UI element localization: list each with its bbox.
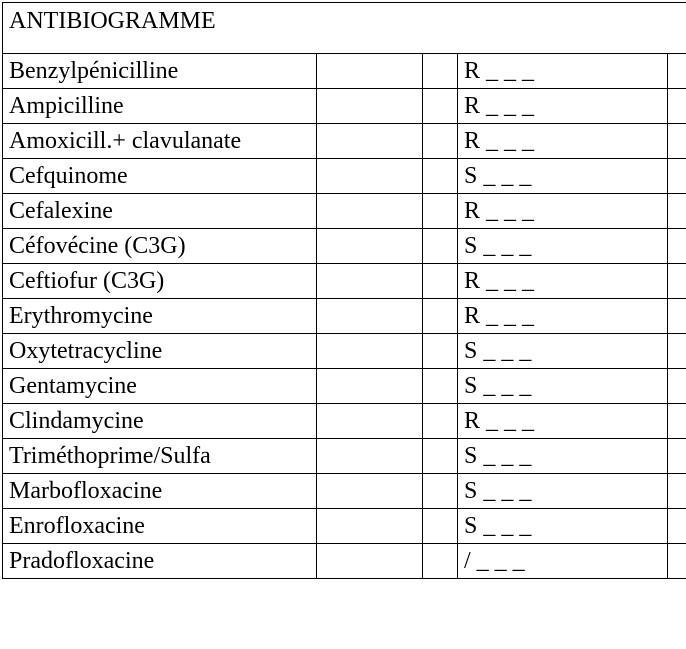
result-cell: R _ _ _ xyxy=(458,54,668,89)
antibiotic-name: Ceftiofur (C3G) xyxy=(3,264,317,299)
antibiotic-name: Cefalexine xyxy=(3,194,317,229)
result-cell: / _ _ _ xyxy=(458,544,668,579)
empty-cell xyxy=(423,404,458,439)
antibiotic-name: Ampicilline xyxy=(3,89,317,124)
table-row xyxy=(3,194,686,229)
empty-cell xyxy=(317,544,423,579)
result-cell: S _ _ _ xyxy=(458,509,668,544)
empty-cell xyxy=(423,334,458,369)
empty-cell xyxy=(423,194,458,229)
empty-cell xyxy=(317,194,423,229)
empty-cell xyxy=(668,404,686,439)
title-row xyxy=(3,3,686,54)
antibiotic-name: Erythromycine xyxy=(3,299,317,334)
empty-cell xyxy=(423,509,458,544)
empty-cell xyxy=(423,544,458,579)
empty-cell xyxy=(423,264,458,299)
table-row xyxy=(3,334,686,369)
result-cell: R _ _ _ xyxy=(458,89,668,124)
empty-cell xyxy=(317,439,423,474)
result-cell: R _ _ _ xyxy=(458,194,668,229)
empty-cell xyxy=(423,124,458,159)
antibiotic-name: Amoxicill.+ clavulanate xyxy=(3,124,317,159)
empty-cell xyxy=(668,54,686,89)
empty-cell xyxy=(668,474,686,509)
empty-cell xyxy=(317,89,423,124)
result-cell: R _ _ _ xyxy=(458,124,668,159)
table-row xyxy=(3,369,686,404)
antibiotic-name: Céfovécine (C3G) xyxy=(3,229,317,264)
antibiotic-name: Cefquinome xyxy=(3,159,317,194)
empty-cell xyxy=(668,159,686,194)
empty-cell xyxy=(317,404,423,439)
empty-cell xyxy=(423,299,458,334)
antibiotic-name: Marbofloxacine xyxy=(3,474,317,509)
result-cell: R _ _ _ xyxy=(458,299,668,334)
table-row xyxy=(3,439,686,474)
empty-cell xyxy=(423,159,458,194)
table-row xyxy=(3,509,686,544)
empty-cell xyxy=(668,194,686,229)
empty-cell xyxy=(317,299,423,334)
empty-cell xyxy=(668,124,686,159)
empty-cell xyxy=(317,159,423,194)
antibiotic-name: Benzylpénicilline xyxy=(3,54,317,89)
antibiotic-name: Triméthoprime/Sulfa xyxy=(3,439,317,474)
empty-cell xyxy=(317,124,423,159)
empty-cell xyxy=(423,474,458,509)
table-row xyxy=(3,229,686,264)
result-cell: S _ _ _ xyxy=(458,334,668,369)
empty-cell xyxy=(317,369,423,404)
empty-cell xyxy=(317,54,423,89)
empty-cell xyxy=(668,509,686,544)
empty-cell xyxy=(668,334,686,369)
empty-cell xyxy=(317,229,423,264)
result-cell: R _ _ _ xyxy=(458,264,668,299)
antibiogram-table xyxy=(2,2,686,579)
result-cell: S _ _ _ xyxy=(458,439,668,474)
table-row xyxy=(3,264,686,299)
result-cell: S _ _ _ xyxy=(458,159,668,194)
result-cell: S _ _ _ xyxy=(458,229,668,264)
table-row xyxy=(3,159,686,194)
table-row xyxy=(3,474,686,509)
empty-cell xyxy=(423,369,458,404)
result-cell: R _ _ _ xyxy=(458,404,668,439)
result-cell: S _ _ _ xyxy=(458,369,668,404)
antibiotic-name: Pradofloxacine xyxy=(3,544,317,579)
empty-cell xyxy=(668,439,686,474)
empty-cell xyxy=(423,229,458,264)
table-row xyxy=(3,299,686,334)
empty-cell xyxy=(317,264,423,299)
antibiotic-name: Enrofloxacine xyxy=(3,509,317,544)
empty-cell xyxy=(668,369,686,404)
empty-cell xyxy=(668,229,686,264)
empty-cell xyxy=(668,89,686,124)
table-row xyxy=(3,544,686,579)
empty-cell xyxy=(668,544,686,579)
empty-cell xyxy=(317,509,423,544)
table-row xyxy=(3,404,686,439)
antibiotic-name: Gentamycine xyxy=(3,369,317,404)
antibiotic-name: Oxytetracycline xyxy=(3,334,317,369)
table-row xyxy=(3,89,686,124)
table-title: ANTIBIOGRAMME xyxy=(3,3,686,54)
antibiotic-name: Clindamycine xyxy=(3,404,317,439)
empty-cell xyxy=(423,439,458,474)
empty-cell xyxy=(317,474,423,509)
table-row xyxy=(3,54,686,89)
empty-cell xyxy=(668,299,686,334)
empty-cell xyxy=(317,334,423,369)
empty-cell xyxy=(668,264,686,299)
empty-cell xyxy=(423,54,458,89)
empty-cell xyxy=(423,89,458,124)
result-cell: S _ _ _ xyxy=(458,474,668,509)
table-row xyxy=(3,124,686,159)
